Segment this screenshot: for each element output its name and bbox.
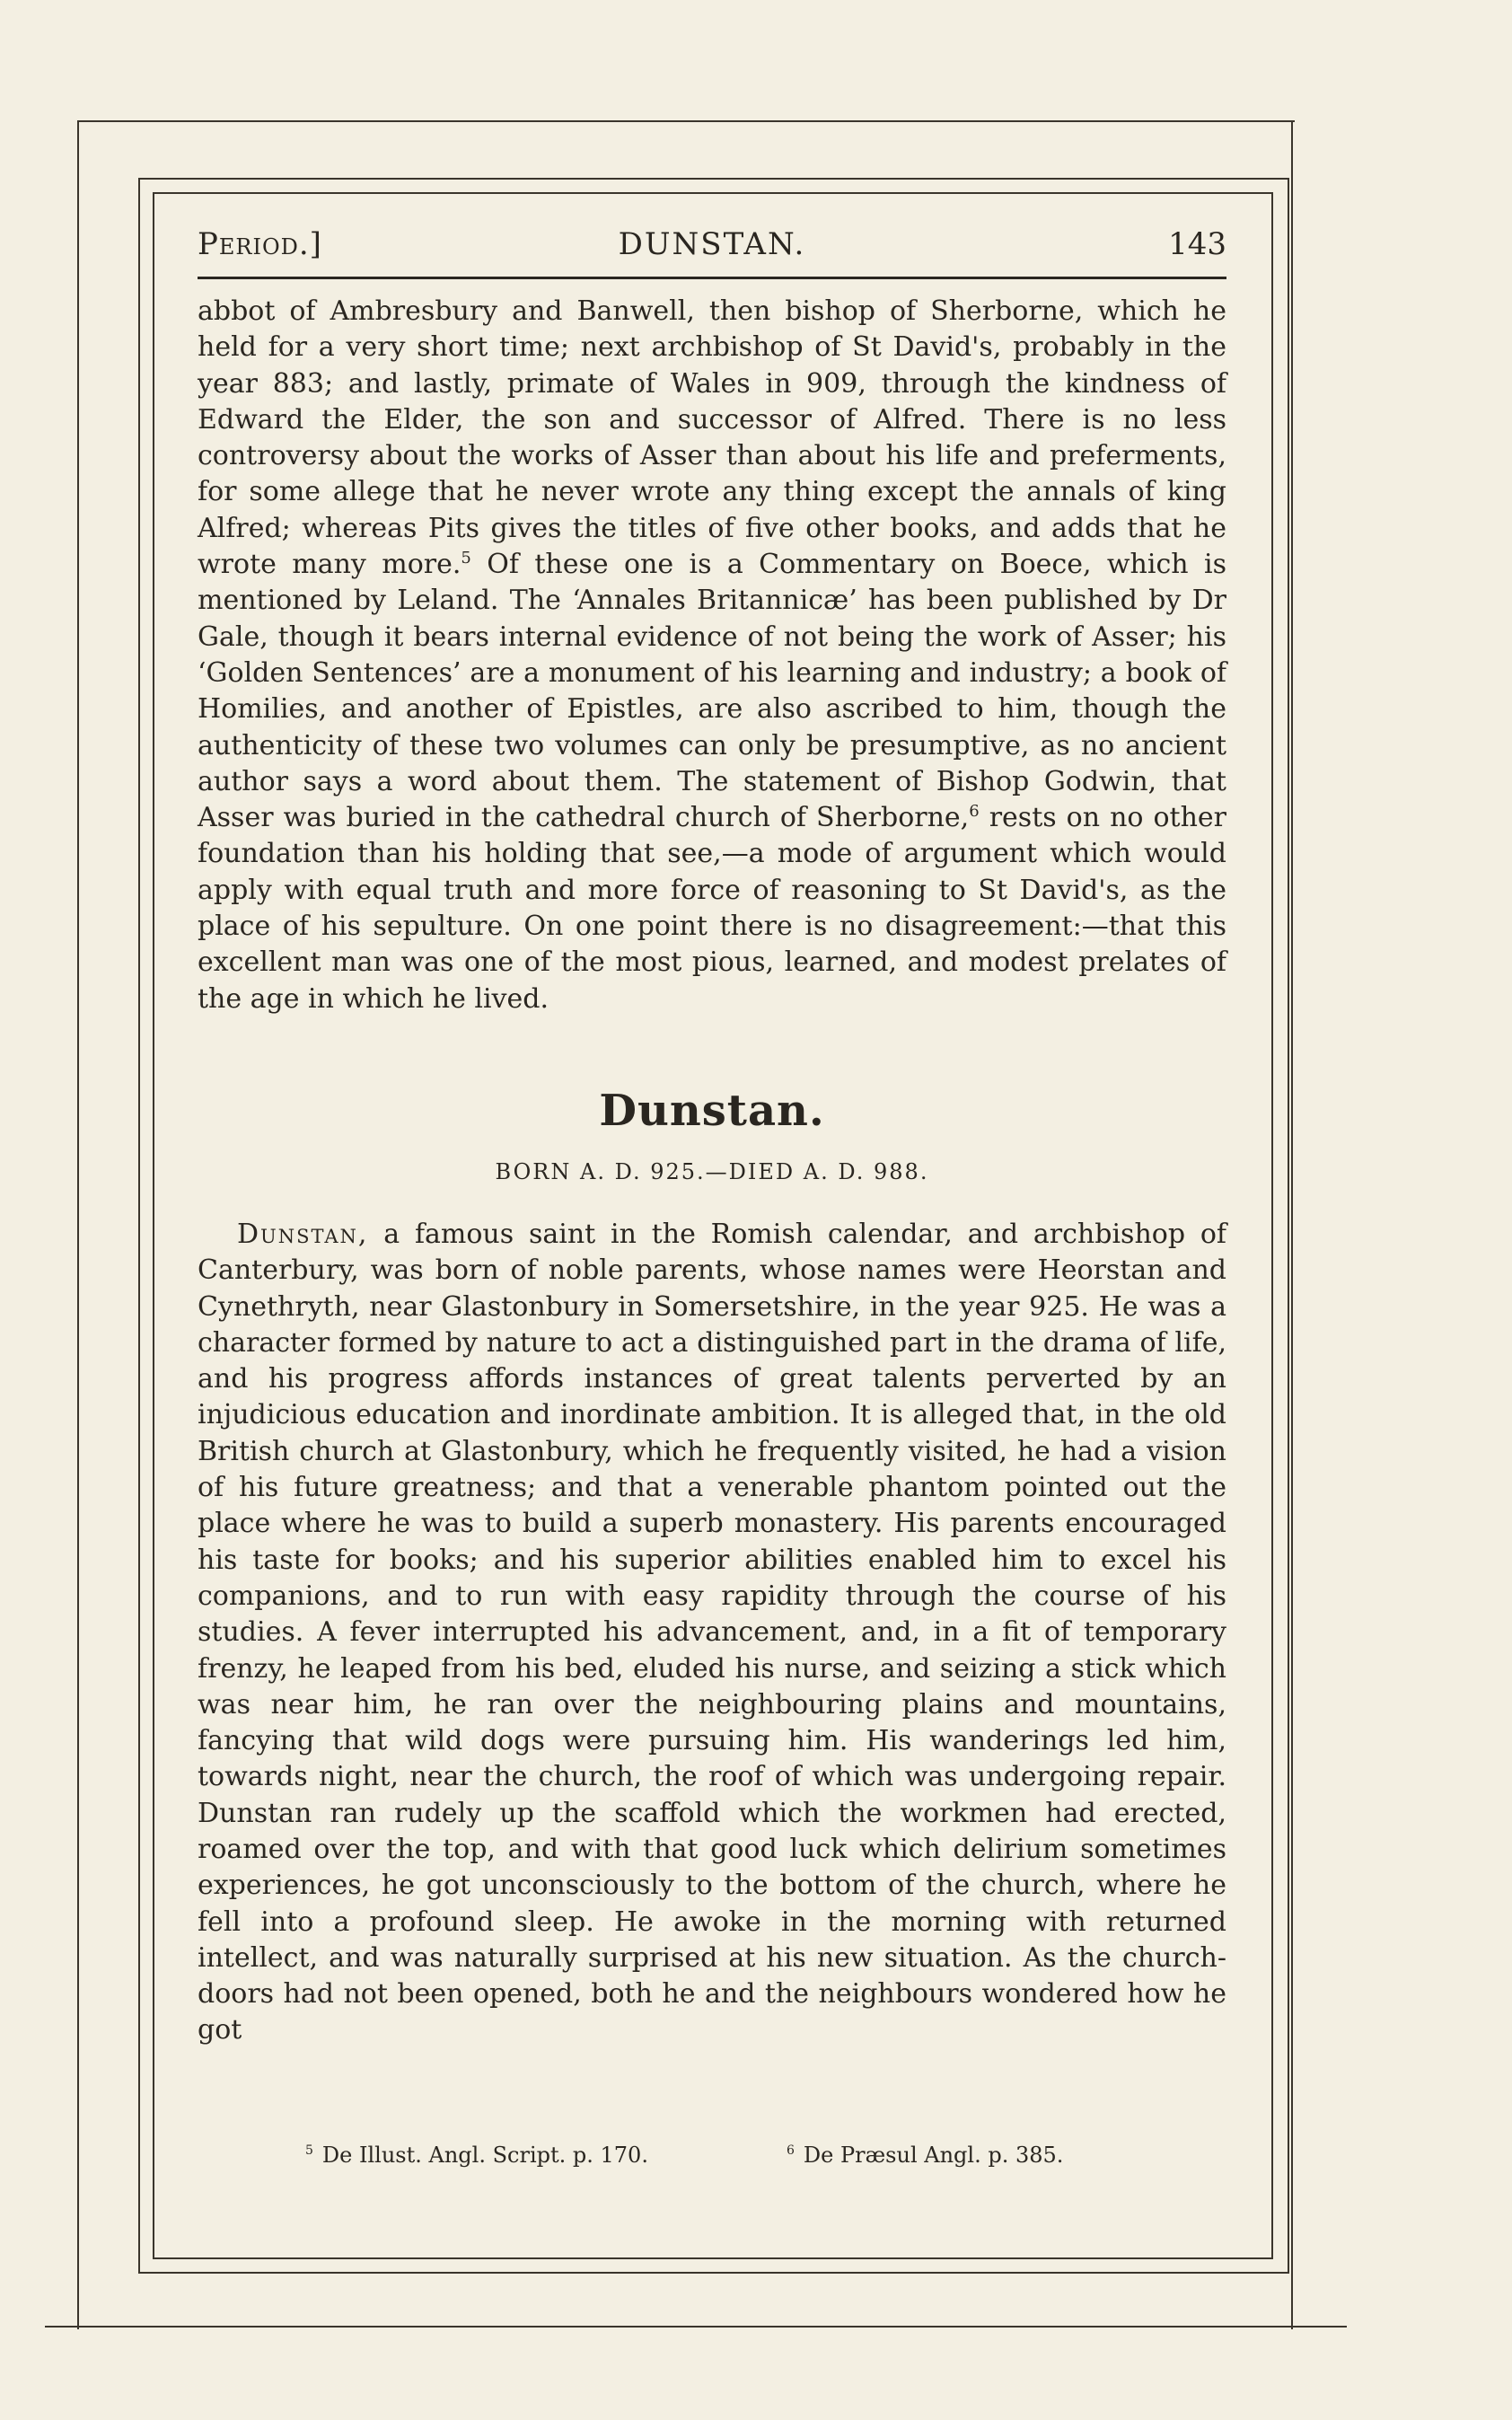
section-dates: BORN A. D. 925.—DIED A. D. 988. (495, 1158, 929, 1184)
section-body (198, 1217, 1226, 2049)
section-body-text: a famous saint in the Romish calendar, and archbishop of Canterbury, was born of noble parents, whose names were Heorstan and Cynethryth, near Glastonbury in Somersetshire, in the year 925. He was a character formed by nature to act a distinguished part in the drama of life, and his progress affords instances of great talents perverted by an injudicious education and inordinate ambition. It is alleged that, in the old British church at Glastonbury, which he frequently visited, he had a vision of his future greatness; and that a venerable phantom pointed out the place where he was to build a superb monastery. His parents encouraged his taste for books; and his superior abilities enabled him to excel his companions, and to run with easy rapidity through the course of his studies. A fever interrupted his advancement, and, in a fit of temporary frenzy, he leaped from his bed, eluded his nurse, and seizing a stick which was near him, he ran over the neighbouring plains and mountains, fancying that wild dogs were pursuing him. His wanderings led him, towards night, near the church, the roof of which was undergoing repair. Dunstan ran rudely up the scaffold which the workmen had erected, roamed over the top, and with that good luck which delirium sometimes experiences, he got unconsciously to the bottom of the church, where he fell into a profound sleep. He awoke in the morning with returned intellect, and was naturally surprised at his new situation. As the church-doors had not been opened, both he and the neighbours wondered how he got (198, 1218, 1226, 2046)
continued-text-a: abbot of Ambresbury and Banwell, then bishop of Sherborne, which he held for a very short time; next archbishop of St David's, probably in the year 883; and lastly, primate of Wales in 909, through the kindness of Edward the Elder, the son and successor of Alfred. There is no less controversy about the works of Asser than about his life and preferments, for some allege that he never wrote any thing except the annals of king Alfred; whereas Pits gives the titles of five other books, and adds that he wrote many more. (198, 295, 1226, 581)
section-paragraph (198, 1217, 1226, 2049)
continued-paragraph (198, 294, 1226, 1017)
section-heading: Dunstan. (599, 1085, 825, 1136)
running-head-section: Period.] (198, 226, 322, 262)
footnote-6-text: De Præsul Angl. p. 385. (803, 2143, 1064, 2168)
page-right-rule (1291, 120, 1293, 2329)
running-head-title: DUNSTAN. (618, 226, 806, 262)
footnote-5 (305, 2143, 648, 2168)
continued-text-b: Of these one is a Commentary on Boece, which is mentioned by Leland. The ‘Annales Britannicæ’ has been published by Dr Gale, though it bears internal evidence of not being the work of Asser; his ‘Golden Sentences’ are a monument of his learning and industry; a book of Homilies, and another of Epistles, are also ascribed to him, though the authenticity of these two volumes can only be presumptive, as no ancient author says a word about them. The statement of Bishop Godwin, that Asser was buried in the cathedral church of Sherborne, (198, 549, 1226, 834)
page-content (198, 219, 1226, 2049)
continued-text-c: rests on no other foundation than his holding that see,—a mode of argument which would apply with equal truth and more force of reasoning to St David's, as the place of his sepulture. On one point there is no disagreement:—that this excellent man was one of the most pious, learned, and modest prelates of the age in which he lived. (198, 802, 1226, 1015)
footnote-5-mark: 5 (305, 2143, 313, 2158)
footnote-5-text: De Illust. Angl. Script. p. 170. (321, 2143, 648, 2168)
page-left-rule (77, 120, 79, 2329)
page-number: 143 (1168, 226, 1226, 262)
footnote-6-mark: 6 (787, 2143, 795, 2158)
page-bottom-rule (45, 2326, 1347, 2328)
running-head (198, 219, 1226, 273)
footnote-ref-5: 5 (461, 549, 471, 568)
header-rule (198, 277, 1226, 279)
continued-text (198, 294, 1226, 1017)
page-top-rule (77, 120, 1295, 122)
footnote-6 (787, 2143, 1063, 2168)
footnote-ref-6: 6 (969, 802, 980, 822)
lead-name: Dunstan, (237, 1218, 369, 1250)
